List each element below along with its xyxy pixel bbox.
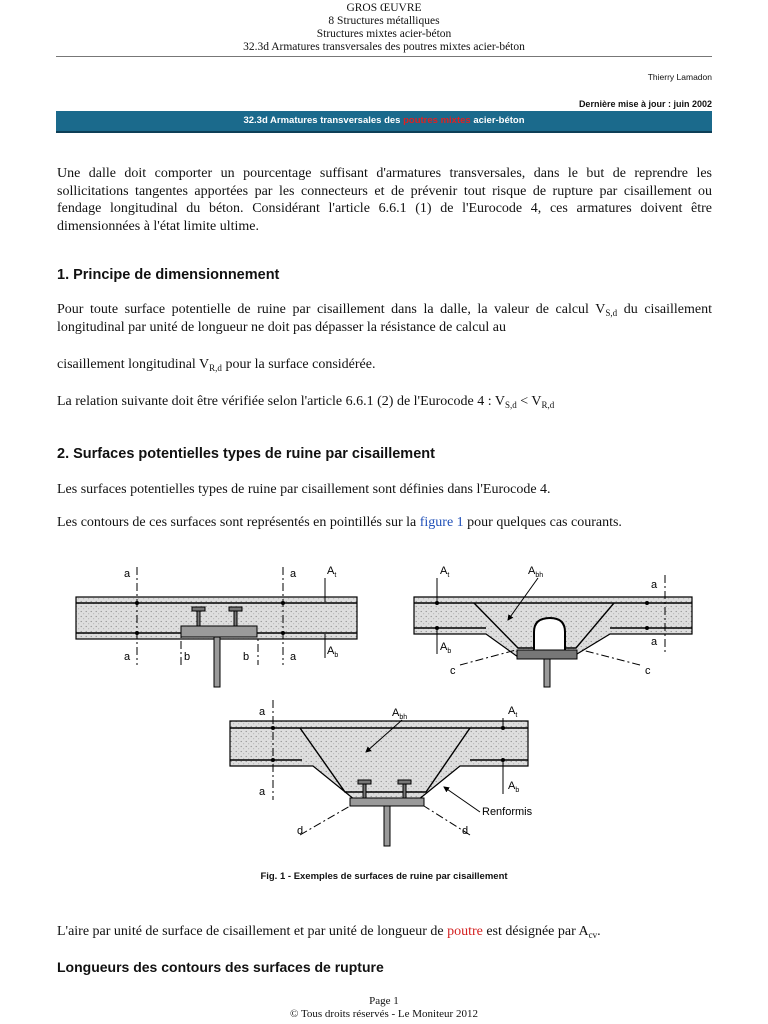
label-At: $A_t$ <box>327 565 337 579</box>
copyright: © Tous droits réservés - Le Moniteur 2012 <box>290 1008 478 1020</box>
label-Ab: $A_b$ <box>327 645 339 659</box>
s1p2-text-a: cisaillement longitudinal V <box>57 357 210 372</box>
author: Thierry Lamadon <box>647 72 712 82</box>
label-Abh: $A_{bh}$ <box>392 707 408 721</box>
s3p1-highlight: poutre <box>447 924 483 939</box>
s1p2-text-b: pour la surface considérée. <box>221 357 376 372</box>
label-a: a <box>259 706 266 718</box>
label-b: b <box>184 651 191 663</box>
last-update: Dernière mise à jour : juin 2002 <box>578 99 712 109</box>
section2-title: 2. Surfaces potentielles types de ruine par cisaillement <box>57 446 435 462</box>
label-c: c <box>645 665 651 677</box>
s3p1-text-c: . <box>597 924 601 939</box>
section3-paragraph1 <box>57 923 712 941</box>
label-renformis: Renformis <box>482 806 533 818</box>
label-a: a <box>124 568 131 580</box>
s1p1-text-b: du cisaillement longitudinal par unité de longueur ne doit pas dépasser la résistance de calcul au <box>57 302 712 335</box>
s1p3-subscript2: R,d <box>541 400 555 410</box>
header-subchapter: Structures mixtes acier-béton <box>316 28 452 40</box>
s1p2-subscript: R,d <box>209 363 222 373</box>
diagram-renformis-slab <box>230 700 533 846</box>
section3-subtitle: Longueurs des contours des surfaces de rupture <box>57 959 384 975</box>
header-chapter: 8 Structures métalliques <box>328 15 440 27</box>
figure-link[interactable]: figure 1 <box>419 515 464 530</box>
section2-paragraph1: Les surfaces potentielles types de ruine par cisaillement sont définies dans l'Eurocode 4. <box>57 482 551 497</box>
header-title: GROS ŒUVRE <box>346 2 422 14</box>
s3p1-text-a: L'aire par unité de surface de cisaillement et par unité de longueur de <box>57 924 448 939</box>
label-d: d <box>297 825 304 837</box>
label-a: a <box>651 579 658 591</box>
label-d: d <box>462 825 469 837</box>
label-At: $A_t$ <box>440 565 450 579</box>
s3p1-subscript: cv <box>588 930 598 940</box>
label-Ab: $A_b$ <box>440 641 452 655</box>
s1p3-text-a: La relation suivante doit être vérifiée selon l'article 6.6.1 (2) de l'Eurocode 4 : V <box>57 394 505 409</box>
label-a: a <box>124 651 131 663</box>
banner-highlight: poutres mixtes <box>403 115 471 126</box>
page-number: Page 1 <box>369 995 399 1007</box>
s3p1-text-b: est désignée par A <box>482 924 589 939</box>
banner-text-after: acier-béton <box>470 115 525 126</box>
label-Ab: $A_b$ <box>508 780 520 794</box>
label-b: b <box>243 651 250 663</box>
label-a: a <box>259 786 266 798</box>
s2p2-text-a: Les contours de ces surfaces sont représentés en pointillés sur la <box>57 515 420 530</box>
s1p3-text-mid: < V <box>516 394 542 409</box>
label-a: a <box>290 651 297 663</box>
label-Abh: $A_{bh}$ <box>528 565 544 579</box>
figure-caption: Fig. 1 - Exemples de surfaces de ruine par cisaillement <box>260 871 508 882</box>
section1-title: 1. Principe de dimensionnement <box>57 267 280 283</box>
diagram-flat-slab <box>76 565 357 687</box>
label-a: a <box>651 636 658 648</box>
header-section: 32.3d Armatures transversales des poutres mixtes acier-béton <box>243 41 525 53</box>
s2p2-text-b: pour quelques cas courants. <box>463 515 622 530</box>
label-a: a <box>290 568 297 580</box>
diagram-haunch-slab <box>414 565 692 687</box>
s1p1-text-a: Pour toute surface potentielle de ruine par cisaillement dans la dalle, la valeur de calcul V <box>57 302 606 317</box>
intro-paragraph: Une dalle doit comporter un pourcentage suffisant d'armatures transversales, dans le but de reprendre les sollicitations tangentes apportées par les connecteurs et de prévenir tout risque de rupture par cisaillement ou fendage longitudinal du béton. Considérant l'article 6.6.1 (1) de l'Eurocode 4, ces armatures doivent être dimensionnées à l'état limite ultime. <box>57 166 712 234</box>
s1p1-subscript: S,d <box>605 308 618 318</box>
label-c: c <box>450 665 456 677</box>
banner-text-before: 32.3d Armatures transversales des <box>243 115 404 126</box>
s1p3-subscript1: S,d <box>504 400 517 410</box>
label-At: $A_t$ <box>508 705 518 719</box>
